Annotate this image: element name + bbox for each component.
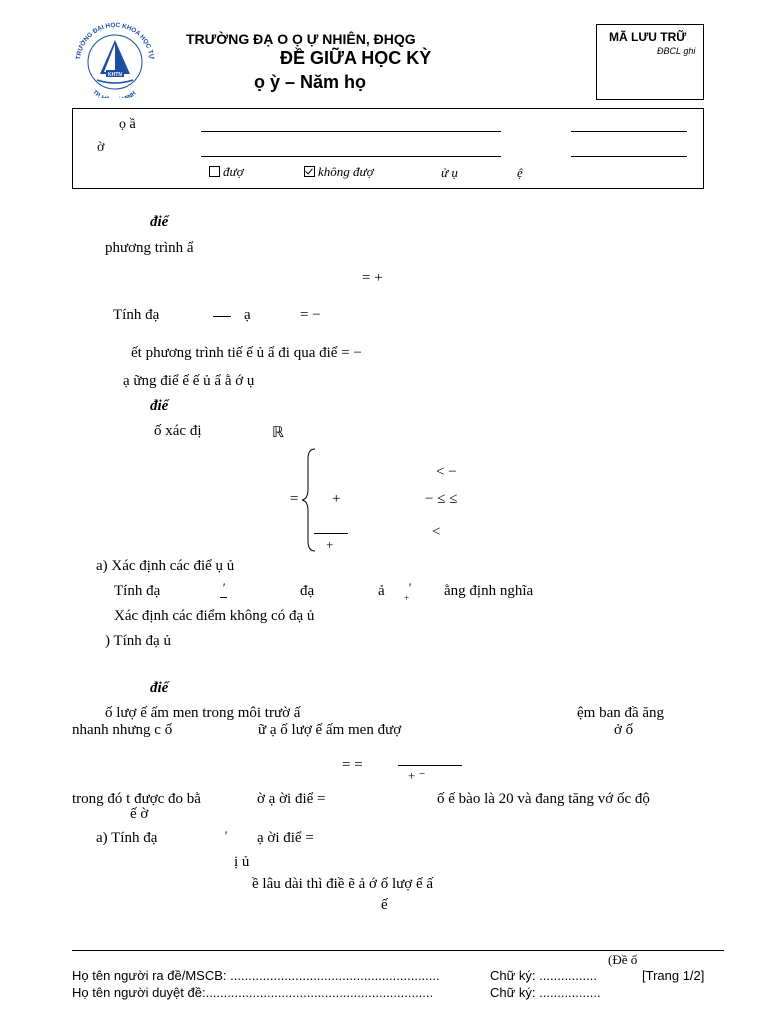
author-line: Họ tên người ra đề/MSCB: .......................................................... (72, 968, 440, 983)
q2b-mid2: ả (378, 583, 385, 599)
q2-case2-expr: + (332, 491, 341, 507)
q3-line2b: ữ ạ ố lượ ế ấm men đượ (258, 722, 402, 738)
option-tail-b: ệ (517, 165, 523, 180)
checkbox-unchecked[interactable] (209, 166, 220, 177)
q3d-text: ế (381, 897, 388, 913)
info-box (72, 108, 704, 189)
subject-field-line (201, 131, 501, 132)
q3-equation: = = (342, 757, 363, 773)
q2-case1-cond: < − (436, 464, 457, 480)
q2-case2-cond: − ≤ ≤ (425, 491, 458, 507)
option-tail-a: ử ụ (441, 165, 458, 180)
footer-rule (72, 950, 724, 951)
q2-intro: ố xác đị (154, 423, 202, 439)
footer-note: (Đề ố (608, 952, 638, 967)
q3a-prime: ′ (224, 828, 227, 843)
school-name: TRƯỜNG ĐẠ O Ọ Ự NHIÊN, ĐHQG (186, 31, 416, 47)
archive-label: MÃ LƯU TRỮ (609, 30, 687, 44)
q2-case3-fraction-bar (314, 533, 348, 534)
q1c-text: ạ ững điể ế ế ủ ẩ ằ ớ ụ (123, 373, 255, 389)
q2-case3-den: + (326, 537, 334, 552)
logo-ring-text: TRƯỜNG ĐẠI HỌC KHOA HỌC TỰ (75, 22, 155, 61)
exam-title: ĐỀ GIỮA HỌC KỲ (280, 48, 432, 68)
q1a-equation: = − (300, 307, 321, 323)
reviewer-line: Họ tên người duyệt đề:............................................................... (72, 985, 434, 1000)
q3-line2a: nhanh nhưng c ố (72, 722, 173, 738)
q3-line1b: ệm ban đầ ăng (577, 705, 665, 721)
reviewer-signature: Chữ ký: ................. (490, 985, 601, 1000)
q3-line3b: ờ ạ ời điể = (257, 791, 326, 807)
subject-label: ọ ầ (119, 117, 136, 132)
option-allowed[interactable] (209, 164, 244, 180)
q3-denominator: + ⁻ (408, 768, 426, 783)
q1-intro: phương trình ẩ (105, 240, 194, 256)
q2c-text: Xác định các điểm không có đạ ủ (114, 608, 315, 624)
q2b-plus-sub: + (404, 593, 410, 603)
q1-equation: = + (362, 270, 383, 286)
q3c-text: ề lâu dài thì điề ẽ ả ớ ố lượ ế ấ (252, 876, 434, 892)
option-allowed-label: đượ (223, 164, 244, 179)
q2b-minus-sub (220, 597, 227, 598)
checkbox-checked[interactable] (304, 166, 315, 177)
option-not-allowed-label: không đượ (318, 164, 374, 179)
q1a-fraction-bar (213, 316, 231, 317)
archive-note: ĐBCL ghi (657, 46, 696, 56)
q1a-mid: ạ (244, 307, 251, 323)
q3-header: điể (150, 680, 169, 696)
q3a-mid: ạ ời điể = (257, 830, 314, 846)
q3-line3c: ố ế bào là 20 và đang tăng vớ ốc độ (437, 791, 650, 807)
piecewise-brace (300, 447, 320, 553)
q3b-text: ị ủ (234, 854, 250, 870)
q2-real-set: ℝ (272, 425, 284, 441)
q3-fraction-bar (398, 765, 462, 766)
q2-case3-cond: < (432, 524, 441, 540)
logo-city-text: TP. NH (91, 89, 138, 98)
q3-line4: ế ờ (130, 806, 149, 822)
q2b-prefix: Tính đạ (114, 583, 161, 599)
option-not-allowed[interactable] (304, 164, 374, 180)
time-label: ờ (97, 140, 105, 155)
q1b-text: ết phương trình tiế ế ủ ẩ đi qua điể = − (131, 345, 362, 361)
q2a-text: a) Xác định các điể ụ ủ (96, 558, 235, 574)
q2b-prime2: ′ (408, 580, 411, 595)
q2b-mid: đạ (300, 583, 315, 599)
q3-line2c: ở ố (614, 722, 634, 738)
logo-badge: KHTN (108, 72, 122, 78)
q2-piecewise-eq: = (290, 491, 299, 507)
q3a-text: a) Tính đạ (96, 830, 158, 846)
page-number: [Trang 1/2] (642, 968, 705, 983)
archive-box (596, 24, 704, 100)
time-field-line (201, 156, 501, 157)
q2d-text: ) Tính đạ ủ (105, 633, 171, 649)
q2b-prime1: ′ (222, 580, 225, 595)
q3-line3a: trong đó t được đo bằ (72, 791, 201, 807)
exam-subtitle: ọ ỳ – Năm họ (254, 72, 367, 92)
q3-line1a: ố lượ ế ấm men trong môi trườ ấ (105, 705, 301, 721)
university-logo (70, 22, 160, 98)
date-field-line (571, 156, 687, 157)
code-field-line (571, 131, 687, 132)
author-signature: Chữ ký: ................ (490, 968, 597, 983)
svg-text:TP. HỒ CHÍ MINH (91, 90, 137, 98)
q1a-prefix: Tính đạ (113, 307, 160, 323)
q1-header: điể (150, 214, 169, 230)
q2b-tail: ằng định nghĩa (444, 583, 534, 599)
q2-header: điể (150, 398, 169, 414)
